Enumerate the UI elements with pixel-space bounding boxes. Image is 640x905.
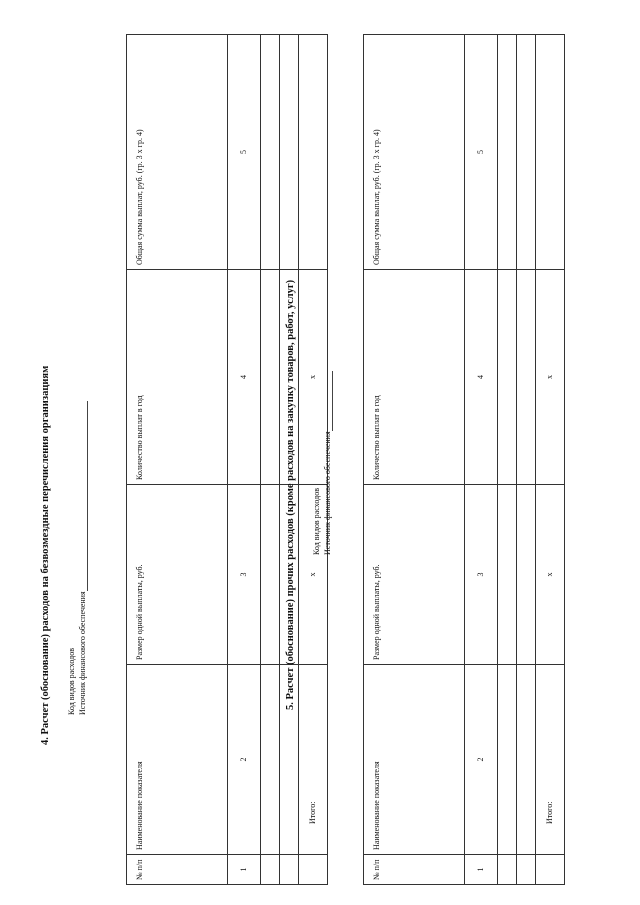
code-line (66, 34, 77, 715)
table-row (261, 35, 280, 885)
table-cell (517, 485, 536, 665)
source-line (77, 34, 88, 715)
total-cell: x (536, 270, 565, 485)
section-title: 5. Расчет (обоснование) прочих расходов (кроме расходов на закупку товаров, работ, услуг) (285, 279, 296, 710)
column-number: 2 (228, 665, 261, 855)
table-cell (536, 855, 565, 885)
table-cell (498, 855, 517, 885)
total-label: Итого: (536, 665, 565, 855)
column-number: 4 (465, 270, 498, 485)
table-cell (261, 35, 280, 270)
total-cell: x (299, 485, 328, 665)
table-row (517, 35, 536, 885)
code-label: Код видов расходов (312, 488, 321, 555)
table-cell (261, 855, 280, 885)
source-fill-line (323, 371, 333, 431)
header-cell: Общая сумма выплат, руб. (гр. 3 x гр. 4) (127, 35, 228, 270)
total-cell: x (536, 485, 565, 665)
table-cell (517, 270, 536, 485)
header-cell: Количество выплат в год (127, 270, 228, 485)
table-cell (261, 665, 280, 855)
column-number: 2 (465, 665, 498, 855)
code-line (311, 34, 322, 555)
column-number-row (228, 35, 261, 885)
column-number: 4 (228, 270, 261, 485)
table-cell (498, 665, 517, 855)
column-number: 5 (228, 35, 261, 270)
table-cell (498, 270, 517, 485)
section-meta (56, 34, 100, 715)
table-cell (517, 665, 536, 855)
total-label: Итого: (299, 665, 328, 855)
header-cell: Размер одной выплаты, руб. (127, 485, 228, 665)
header-cell: № п/п (127, 855, 228, 885)
calc-table (363, 34, 565, 885)
column-number: 5 (465, 35, 498, 270)
code-label: Код видов расходов (67, 648, 76, 715)
column-number-row (465, 35, 498, 885)
table-cell (517, 35, 536, 270)
section-title: 4. Расчет (обоснование) расходов на безвозмездные перечисления организациям (40, 365, 51, 745)
source-fill-line (78, 401, 88, 591)
section-5 (285, 34, 565, 885)
column-number: 1 (465, 855, 498, 885)
header-cell: Общая сумма выплат, руб. (гр. 3 x гр. 4) (364, 35, 465, 270)
source-line (322, 34, 333, 555)
header-cell: Наименование показателя (364, 665, 465, 855)
source-label: Источник финансового обеспечения (78, 591, 87, 715)
source-label: Источник финансового обеспечения (323, 431, 332, 555)
table-row (498, 35, 517, 885)
table-cell (517, 855, 536, 885)
table-cell (261, 485, 280, 665)
column-number: 1 (228, 855, 261, 885)
column-number: 3 (228, 485, 261, 665)
header-cell: Размер одной выплаты, руб. (364, 485, 465, 665)
header-row (127, 35, 228, 885)
total-sum-cell (536, 35, 565, 270)
table-cell (261, 270, 280, 485)
section-meta (301, 34, 345, 555)
total-row (536, 35, 565, 885)
total-cell: x (299, 270, 328, 485)
header-cell: Наименование показателя (127, 665, 228, 855)
header-cell: № п/п (364, 855, 465, 885)
header-cell: Количество выплат в год (364, 270, 465, 485)
column-number: 3 (465, 485, 498, 665)
header-row (364, 35, 465, 885)
table-cell (498, 35, 517, 270)
table-cell (498, 485, 517, 665)
